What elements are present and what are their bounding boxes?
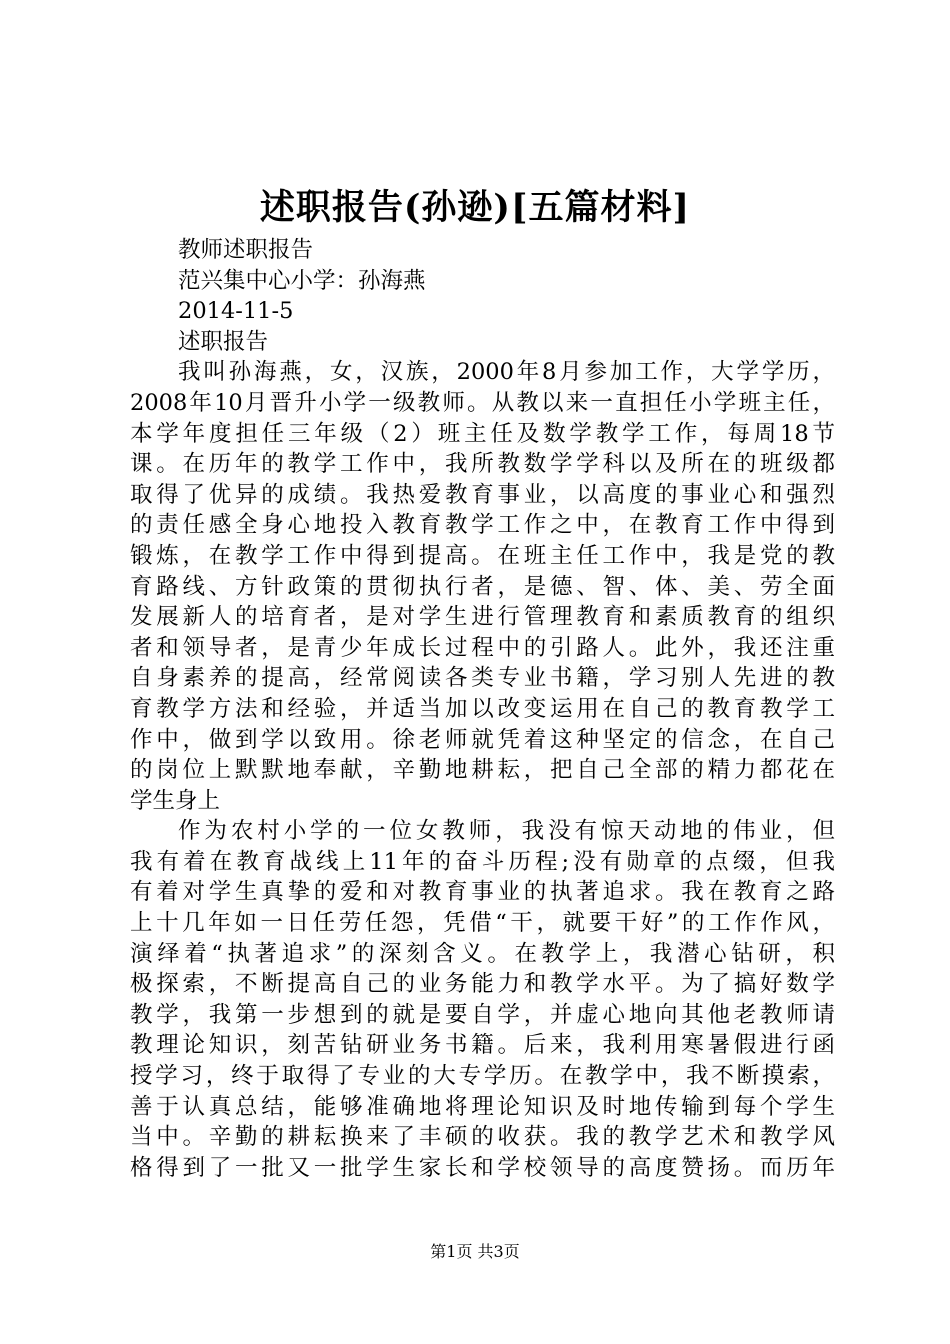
paragraph-line: 者和领导者，是青少年成长过程中的引路人。此外，我还注重 [130,634,835,661]
paragraph-2 [130,816,835,1183]
paragraph-line: 授学习，终于取得了专业的大专学历。在教学中，我不断摸索， [130,1063,835,1090]
document-title: 述职报告(孙逊)[五篇材料] [259,187,691,228]
paragraph-line: 2008年10月晋升小学一级教师。从教以来一直担任小学班主任， [130,389,835,416]
paragraph-line: 的责任感全身心地投入教育教学工作之中，在教育工作中得到 [130,512,835,539]
paragraph-line: 作中，做到学以致用。徐老师就凭着这种坚定的信念，在自己 [130,726,835,753]
paragraph-line: 发展新人的培育者，是对学生进行管理教育和素质教育的组织 [130,604,835,631]
paragraph-line: 作为农村小学的一位女教师，我没有惊天动地的伟业，但 [178,818,835,845]
paragraph-line: 学生身上 [130,787,221,814]
paragraph-line: 极探索，不断提高自己的业务能力和教学水平。为了搞好数学 [130,971,835,998]
paragraph-line: 取得了优异的成绩。我热爱教育事业，以高度的事业心和强烈 [130,481,835,508]
paragraph-line: 课。在历年的教学工作中，我所教数学学科以及所在的班级都 [130,451,835,478]
paragraph-line: 育教学方法和经验，并适当加以改变运用在自己的教育教学工 [130,695,835,722]
paragraph-line: 自身素养的提高，经常阅读各类专业书籍，学习别人先进的教 [130,665,835,692]
paragraph-line: 格得到了一批又一批学生家长和学校领导的高度赞扬。而历年 [130,1154,835,1181]
paragraph-line: 上十几年如一日任劳任怨，凭借“干，就要干好”的工作作风， [130,910,835,937]
paragraph-line: 育路线、方针政策的贯彻执行者，是德、智、体、美、劳全面 [130,573,835,600]
meta-line-school-author: 范兴集中心小学：孙海燕 [178,267,426,294]
meta-line-report-type: 教师述职报告 [178,237,314,263]
paragraph-line: 我有着在教育战线上11年的奋斗历程;没有勋章的点缀，但我 [130,848,835,875]
paragraph-line: 本学年度担任三年级（2）班主任及数学教学工作，每周18节 [130,420,835,447]
paragraph-line: 有着对学生真挚的爱和对教育事业的执著追求。我在教育之路 [130,879,835,906]
document-body [130,235,835,1183]
paragraph-line: 的岗位上默默地奉献，辛勤地耕耘，把自己全部的精力都花在 [130,757,835,784]
meta-line-heading: 述职报告 [178,328,269,355]
paragraph-line: 当中。辛勤的耕耘换来了丰硕的收获。我的教学艺术和教学风 [130,1124,835,1151]
paragraph-1 [130,357,835,816]
paragraph-line: 演绎着“执著追求”的深刻含义。在教学上，我潜心钻研，积 [130,940,835,967]
paragraph-line: 教理论知识，刻苦钻研业务书籍。后来，我利用寒暑假进行函 [130,1032,835,1059]
paragraph-line: 善于认真总结，能够准确地将理论知识及时地传输到每个学生 [130,1093,835,1120]
paragraph-line: 教学，我第一步想到的就是要自学，并虚心地向其他老教师请 [130,1001,835,1028]
page-number-footer: 第1页 共3页 [430,1242,520,1261]
paragraph-line: 我叫孙海燕，女，汉族，2000年8月参加工作，大学学历， [178,359,835,386]
meta-line-date: 2014-11-5 [178,298,294,325]
paragraph-line: 锻炼，在教学工作中得到提高。在班主任工作中，我是党的教 [130,542,835,569]
